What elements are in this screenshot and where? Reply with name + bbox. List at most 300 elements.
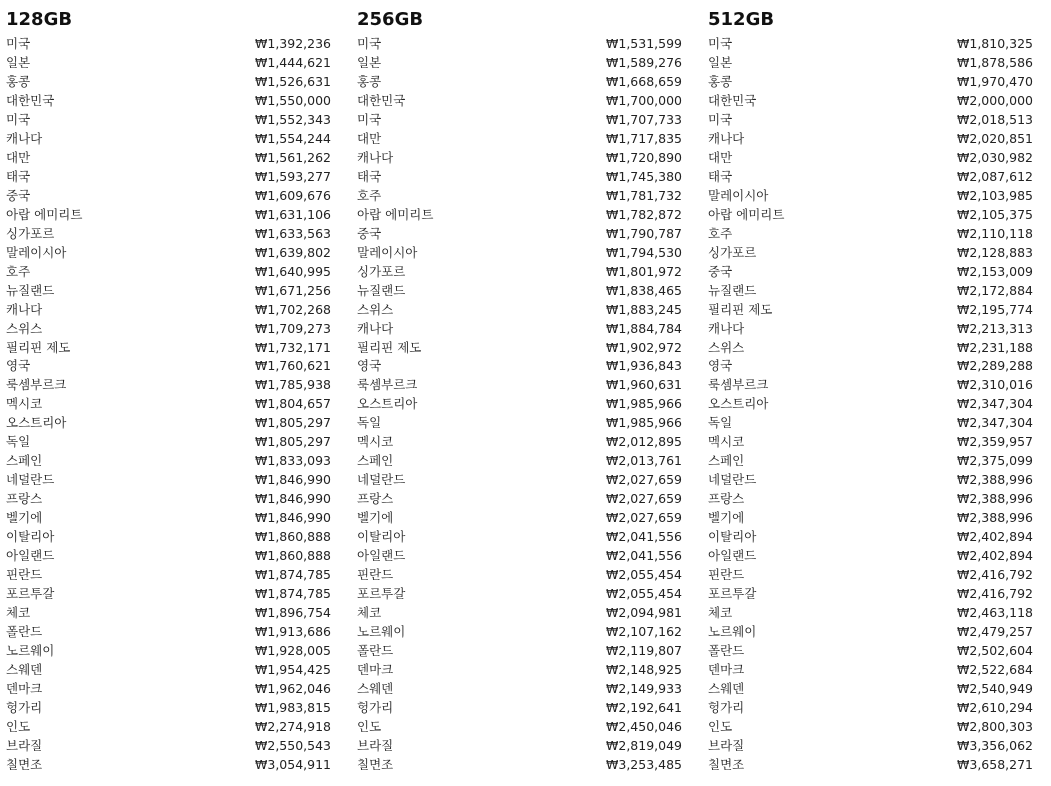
country-name: 대한민국 [357,92,406,108]
list-item [357,642,682,661]
country-name: 오스트리아 [357,396,418,412]
price-value: ₩1,874,785 [255,567,331,583]
price-value: ₩1,805,297 [255,415,331,431]
country-name: 뉴질랜드 [357,282,406,298]
country-name: 룩셈부르크 [708,377,769,393]
country-name: 인도 [357,718,382,734]
list-item [6,149,331,168]
price-value: ₩3,658,271 [957,756,1033,772]
column-256gb [357,8,682,775]
price-value: ₩1,640,995 [255,263,331,279]
list-item [6,414,331,433]
list-item [708,282,1033,301]
country-name: 대만 [357,130,382,146]
price-value: ₩1,700,000 [606,92,682,108]
country-name: 태국 [357,168,382,184]
country-name: 일본 [6,54,31,70]
list-item [6,301,331,320]
price-value: ₩2,105,375 [957,206,1033,222]
country-name: 아일랜드 [6,548,55,564]
country-name: 일본 [357,54,382,70]
price-value: ₩2,502,604 [957,643,1033,658]
list-item [357,699,682,718]
list-item [6,376,331,395]
list-item [708,111,1033,130]
list-item [357,680,682,699]
list-item [357,111,682,130]
country-name: 말레이시아 [6,244,67,260]
price-value: ₩2,000,000 [957,92,1033,108]
price-value: ₩2,013,761 [606,453,682,469]
country-name: 호주 [6,263,31,279]
country-name: 칠면조 [6,756,43,772]
list-item [6,282,331,301]
list-item [357,452,682,471]
country-name: 호주 [708,225,733,241]
list-item [708,168,1033,187]
country-name: 아랍 에미리트 [6,206,83,222]
price-value: ₩1,444,621 [255,54,331,70]
price-value: ₩2,289,288 [957,358,1033,374]
price-value: ₩1,609,676 [255,187,331,203]
country-name: 벨기에 [6,510,43,526]
country-name: 대만 [6,149,31,165]
price-value: ₩1,790,787 [606,225,682,241]
column-heading: 256GB [357,9,424,30]
country-name: 노르웨이 [6,643,55,658]
country-name: 헝가리 [6,699,43,715]
country-name: 중국 [357,225,382,241]
price-value: ₩1,954,425 [255,661,331,677]
country-name: 뉴질랜드 [6,282,55,298]
price-value: ₩1,936,843 [606,358,682,374]
price-value: ₩1,392,236 [255,36,331,51]
price-value: ₩1,860,888 [255,548,331,564]
price-value: ₩2,550,543 [255,737,331,753]
country-name: 이탈리아 [357,529,406,545]
list-item [357,585,682,604]
country-name: 태국 [708,168,733,184]
country-name: 미국 [6,111,31,127]
country-name: 브라질 [708,737,745,753]
price-value: ₩2,479,257 [957,624,1033,640]
list-item [6,490,331,509]
country-name: 뉴질랜드 [708,282,757,298]
price-value: ₩2,388,996 [957,510,1033,526]
country-name: 체코 [357,605,382,621]
price-value: ₩2,540,949 [957,680,1033,696]
price-value: ₩1,884,784 [606,320,682,336]
country-name: 일본 [708,54,733,70]
price-value: ₩1,631,106 [255,206,331,222]
list-item [708,357,1033,376]
price-value: ₩3,356,062 [957,737,1033,753]
list-item [357,92,682,111]
country-name: 미국 [357,111,382,127]
country-name: 포르투갈 [708,586,757,602]
price-value: ₩2,110,118 [957,225,1033,241]
list-item [357,130,682,149]
list-item [357,547,682,566]
price-value: ₩2,172,884 [957,282,1033,298]
price-value: ₩1,702,268 [255,301,331,317]
list-item [357,471,682,490]
list-item [357,225,682,244]
list-item [708,263,1033,282]
price-value: ₩2,030,982 [957,149,1033,165]
country-name: 멕시코 [708,434,745,450]
list-item [708,471,1033,490]
price-value: ₩2,103,985 [957,187,1033,203]
column-heading: 512GB [708,9,775,30]
price-value: ₩1,552,343 [255,111,331,127]
price-value: ₩2,375,099 [957,453,1033,469]
price-value: ₩2,148,925 [606,661,682,677]
list-item [708,680,1033,699]
list-item [708,320,1033,339]
price-value: ₩2,347,304 [957,415,1033,431]
list-item [708,661,1033,680]
list-item [357,661,682,680]
price-value: ₩1,671,256 [255,282,331,298]
price-value: ₩1,531,599 [606,36,682,51]
price-value: ₩2,800,303 [957,718,1033,734]
list-item [357,73,682,92]
price-value: ₩2,128,883 [957,244,1033,260]
list-item [6,320,331,339]
country-name: 헝가리 [708,699,745,715]
price-value: ₩1,639,802 [255,244,331,260]
list-item [708,756,1033,775]
list-item [357,756,682,775]
price-value: ₩1,913,686 [255,624,331,640]
column-512gb [708,8,1033,775]
list-item [6,718,331,737]
list-item [6,566,331,585]
price-value: ₩1,805,297 [255,434,331,450]
list-item [708,566,1033,585]
list-item [6,244,331,263]
country-name: 캐나다 [357,320,394,336]
list-item [708,528,1033,547]
country-name: 홍콩 [708,73,733,89]
country-name: 폴란드 [357,643,394,658]
price-value: ₩2,388,996 [957,491,1033,507]
price-value: ₩1,526,631 [255,73,331,89]
list-item [6,471,331,490]
list-item [357,149,682,168]
list-item [357,35,682,54]
price-list [357,35,682,775]
price-value: ₩1,860,888 [255,529,331,545]
price-value: ₩3,054,911 [255,756,331,772]
country-name: 미국 [357,36,382,51]
list-item [708,244,1033,263]
country-name: 스위스 [6,320,43,336]
list-item [357,433,682,452]
country-name: 중국 [708,263,733,279]
list-item [357,244,682,263]
list-item [6,357,331,376]
country-name: 노르웨이 [708,624,757,640]
country-name: 스페인 [708,453,745,469]
list-item [708,433,1033,452]
list-item [6,73,331,92]
country-name: 이탈리아 [6,529,55,545]
list-item [6,168,331,187]
list-item [708,585,1033,604]
country-name: 필리핀 제도 [6,339,71,355]
list-item [708,604,1033,623]
country-name: 노르웨이 [357,624,406,640]
country-name: 네덜란드 [357,472,406,488]
country-name: 스웨덴 [6,661,43,677]
price-value: ₩2,027,659 [606,472,682,488]
list-item [357,282,682,301]
price-value: ₩1,589,276 [606,54,682,70]
price-value: ₩1,732,171 [255,339,331,355]
list-item [6,756,331,775]
list-item [357,718,682,737]
price-value: ₩2,463,118 [957,605,1033,621]
price-value: ₩1,983,815 [255,699,331,715]
country-name: 룩셈부르크 [357,377,418,393]
price-value: ₩2,087,612 [957,168,1033,184]
list-item [357,414,682,433]
country-name: 독일 [708,415,733,431]
list-item [357,187,682,206]
price-value: ₩1,928,005 [255,643,331,658]
country-name: 체코 [708,605,733,621]
price-value: ₩2,012,895 [606,434,682,450]
price-value: ₩1,717,835 [606,130,682,146]
price-value: ₩2,149,933 [606,680,682,696]
price-value: ₩2,119,807 [606,643,682,658]
country-name: 덴마크 [6,680,43,696]
country-name: 대한민국 [6,92,55,108]
country-name: 태국 [6,168,31,184]
price-value: ₩1,668,659 [606,73,682,89]
price-value: ₩2,416,792 [957,586,1033,602]
list-item [708,187,1033,206]
price-value: ₩1,962,046 [255,680,331,696]
list-item [708,737,1033,756]
country-name: 스페인 [6,453,43,469]
price-value: ₩2,041,556 [606,548,682,564]
country-name: 말레이시아 [708,187,769,203]
list-item [708,547,1033,566]
price-value: ₩2,020,851 [957,130,1033,146]
country-name: 핀란드 [357,567,394,583]
price-value: ₩1,593,277 [255,168,331,184]
country-name: 프랑스 [357,491,394,507]
price-value: ₩1,785,938 [255,377,331,393]
country-name: 벨기에 [357,510,394,526]
list-item [6,395,331,414]
country-name: 스웨덴 [357,680,394,696]
country-name: 아랍 에미리트 [708,206,785,222]
list-item [708,642,1033,661]
country-name: 이탈리아 [708,529,757,545]
list-item [357,54,682,73]
list-item [6,585,331,604]
country-name: 호주 [357,187,382,203]
country-name: 핀란드 [708,567,745,583]
price-value: ₩2,388,996 [957,472,1033,488]
price-value: ₩2,359,957 [957,434,1033,450]
list-item [708,376,1033,395]
list-item [357,320,682,339]
country-name: 오스트리아 [6,415,67,431]
price-value: ₩1,838,465 [606,282,682,298]
price-value: ₩2,402,894 [957,529,1033,545]
country-name: 체코 [6,605,31,621]
country-name: 폴란드 [6,624,43,640]
list-item [708,718,1033,737]
country-name: 헝가리 [357,699,394,715]
country-name: 스위스 [708,339,745,355]
list-item [357,737,682,756]
country-name: 스위스 [357,301,394,317]
price-value: ₩2,274,918 [255,718,331,734]
country-name: 아일랜드 [357,548,406,564]
country-name: 홍콩 [357,73,382,89]
list-item [708,54,1033,73]
list-item [6,661,331,680]
list-item [708,73,1033,92]
list-item [6,509,331,528]
list-item [6,130,331,149]
price-value: ₩2,819,049 [606,737,682,753]
list-item [357,357,682,376]
country-name: 미국 [708,36,733,51]
price-value: ₩1,960,631 [606,377,682,393]
list-item [6,35,331,54]
country-name: 캐나다 [6,130,43,146]
country-name: 멕시코 [6,396,43,412]
price-value: ₩2,610,294 [957,699,1033,715]
country-name: 프랑스 [708,491,745,507]
list-item [357,376,682,395]
country-name: 중국 [6,187,31,203]
list-item [6,187,331,206]
price-value: ₩2,402,894 [957,548,1033,564]
country-name: 싱가포르 [357,263,406,279]
country-name: 네덜란드 [708,472,757,488]
price-value: ₩2,055,454 [606,567,682,583]
list-item [708,452,1033,471]
country-name: 미국 [6,36,31,51]
price-value: ₩1,883,245 [606,301,682,317]
price-value: ₩2,347,304 [957,396,1033,412]
country-name: 독일 [357,415,382,431]
list-item [6,604,331,623]
country-name: 스웨덴 [708,680,745,696]
price-value: ₩1,846,990 [255,491,331,507]
country-name: 스페인 [357,453,394,469]
price-value: ₩2,231,188 [957,339,1033,355]
price-value: ₩2,416,792 [957,567,1033,583]
price-value: ₩2,027,659 [606,510,682,526]
price-value: ₩1,833,093 [255,453,331,469]
country-name: 룩셈부르크 [6,377,67,393]
country-name: 핀란드 [6,567,43,583]
country-name: 아랍 에미리트 [357,206,434,222]
price-value: ₩2,153,009 [957,263,1033,279]
country-name: 브라질 [357,737,394,753]
country-name: 폴란드 [708,643,745,658]
list-item [357,566,682,585]
list-item [357,395,682,414]
price-value: ₩2,041,556 [606,529,682,545]
price-value: ₩1,720,890 [606,149,682,165]
country-name: 영국 [708,358,733,374]
list-item [357,263,682,282]
list-item [357,623,682,642]
list-item [708,414,1033,433]
list-item [6,206,331,225]
price-value: ₩1,846,990 [255,472,331,488]
price-value: ₩1,561,262 [255,149,331,165]
list-item [357,509,682,528]
list-item [6,642,331,661]
list-item [6,452,331,471]
list-item [708,35,1033,54]
list-item [708,395,1033,414]
country-name: 칠면조 [708,756,745,772]
price-value: ₩1,902,972 [606,339,682,355]
country-name: 필리핀 제도 [708,301,773,317]
list-item [6,225,331,244]
country-name: 포르투갈 [357,586,406,602]
list-item [708,130,1033,149]
country-name: 캐나다 [6,301,43,317]
list-item [708,206,1033,225]
price-value: ₩2,310,016 [957,377,1033,393]
list-item [357,528,682,547]
country-name: 영국 [6,358,31,374]
country-name: 포르투갈 [6,586,55,602]
list-item [708,92,1033,111]
country-name: 캐나다 [357,149,394,165]
country-name: 대한민국 [708,92,757,108]
column-heading: 128GB [6,9,73,30]
price-value: ₩2,213,313 [957,320,1033,336]
list-item [708,490,1033,509]
country-name: 오스트리아 [708,396,769,412]
list-item [708,509,1033,528]
list-item [6,263,331,282]
country-name: 덴마크 [708,661,745,677]
country-name: 네덜란드 [6,472,55,488]
country-name: 대만 [708,149,733,165]
price-value: ₩3,253,485 [606,756,682,772]
list-item [708,339,1033,358]
country-name: 아일랜드 [708,548,757,564]
list-item [708,301,1033,320]
country-name: 싱가포르 [708,244,757,260]
list-item [357,339,682,358]
country-name: 캐나다 [708,320,745,336]
country-name: 영국 [357,358,382,374]
price-value: ₩2,195,774 [957,301,1033,317]
list-item [708,699,1033,718]
price-value: ₩2,192,641 [606,699,682,715]
list-item [708,149,1033,168]
list-item [6,111,331,130]
country-name: 프랑스 [6,491,43,507]
country-name: 인도 [6,718,31,734]
